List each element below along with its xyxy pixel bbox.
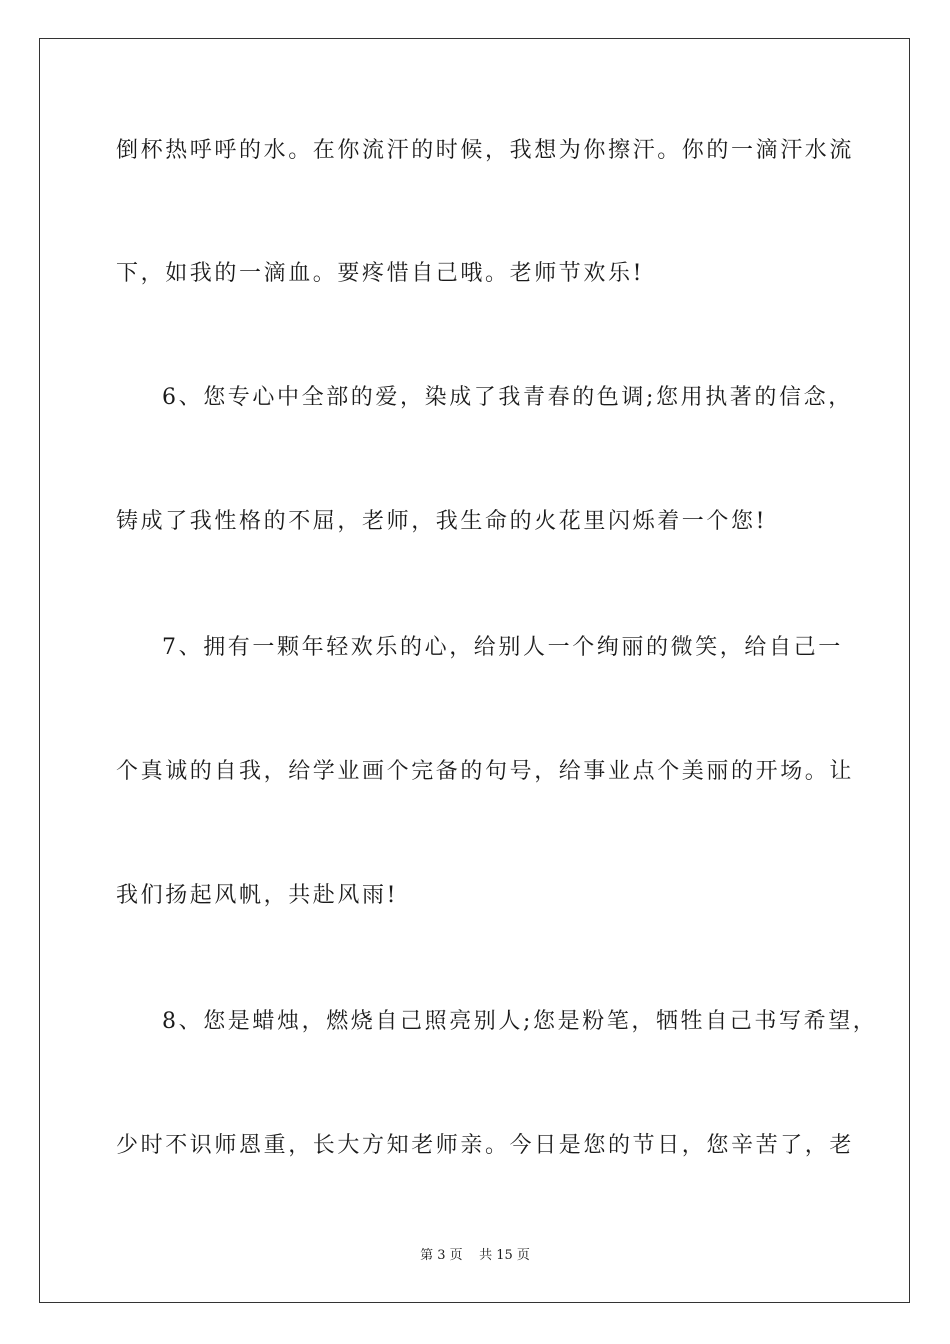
text-line-7: 我们扬起风帆，共赴风雨! — [116, 883, 399, 908]
paragraph-8-start: 8、您是蜡烛，燃烧自己照亮别人;您是粉笔，牺牲自己书写希望， — [162, 1009, 878, 1034]
page-number-footer: 第 3 页 共 15 页 — [420, 1248, 530, 1263]
text-line-6: 个真诚的自我，给学业画个完备的句号，给事业点个美丽的开场。让 — [116, 759, 855, 784]
paragraph-6-start: 6、您专心中全部的爱，染成了我青春的色调;您用执著的信念， — [162, 385, 853, 410]
paragraph-7-start: 7、拥有一颗年轻欢乐的心，给别人一个绚丽的微笑，给自己一 — [162, 635, 843, 660]
page-border — [39, 38, 910, 1303]
text-line-1: 倒杯热呼呼的水。在你流汗的时候，我想为你擦汗。你的一滴汗水流 — [116, 138, 855, 163]
text-line-9: 少时不识师恩重，长大方知老师亲。今日是您的节日，您辛苦了，老 — [116, 1133, 855, 1158]
text-line-4: 铸成了我性格的不屈，老师，我生命的火花里闪烁着一个您! — [116, 509, 768, 534]
text-line-2: 下，如我的一滴血。要疼惜自己哦。老师节欢乐! — [116, 261, 645, 286]
